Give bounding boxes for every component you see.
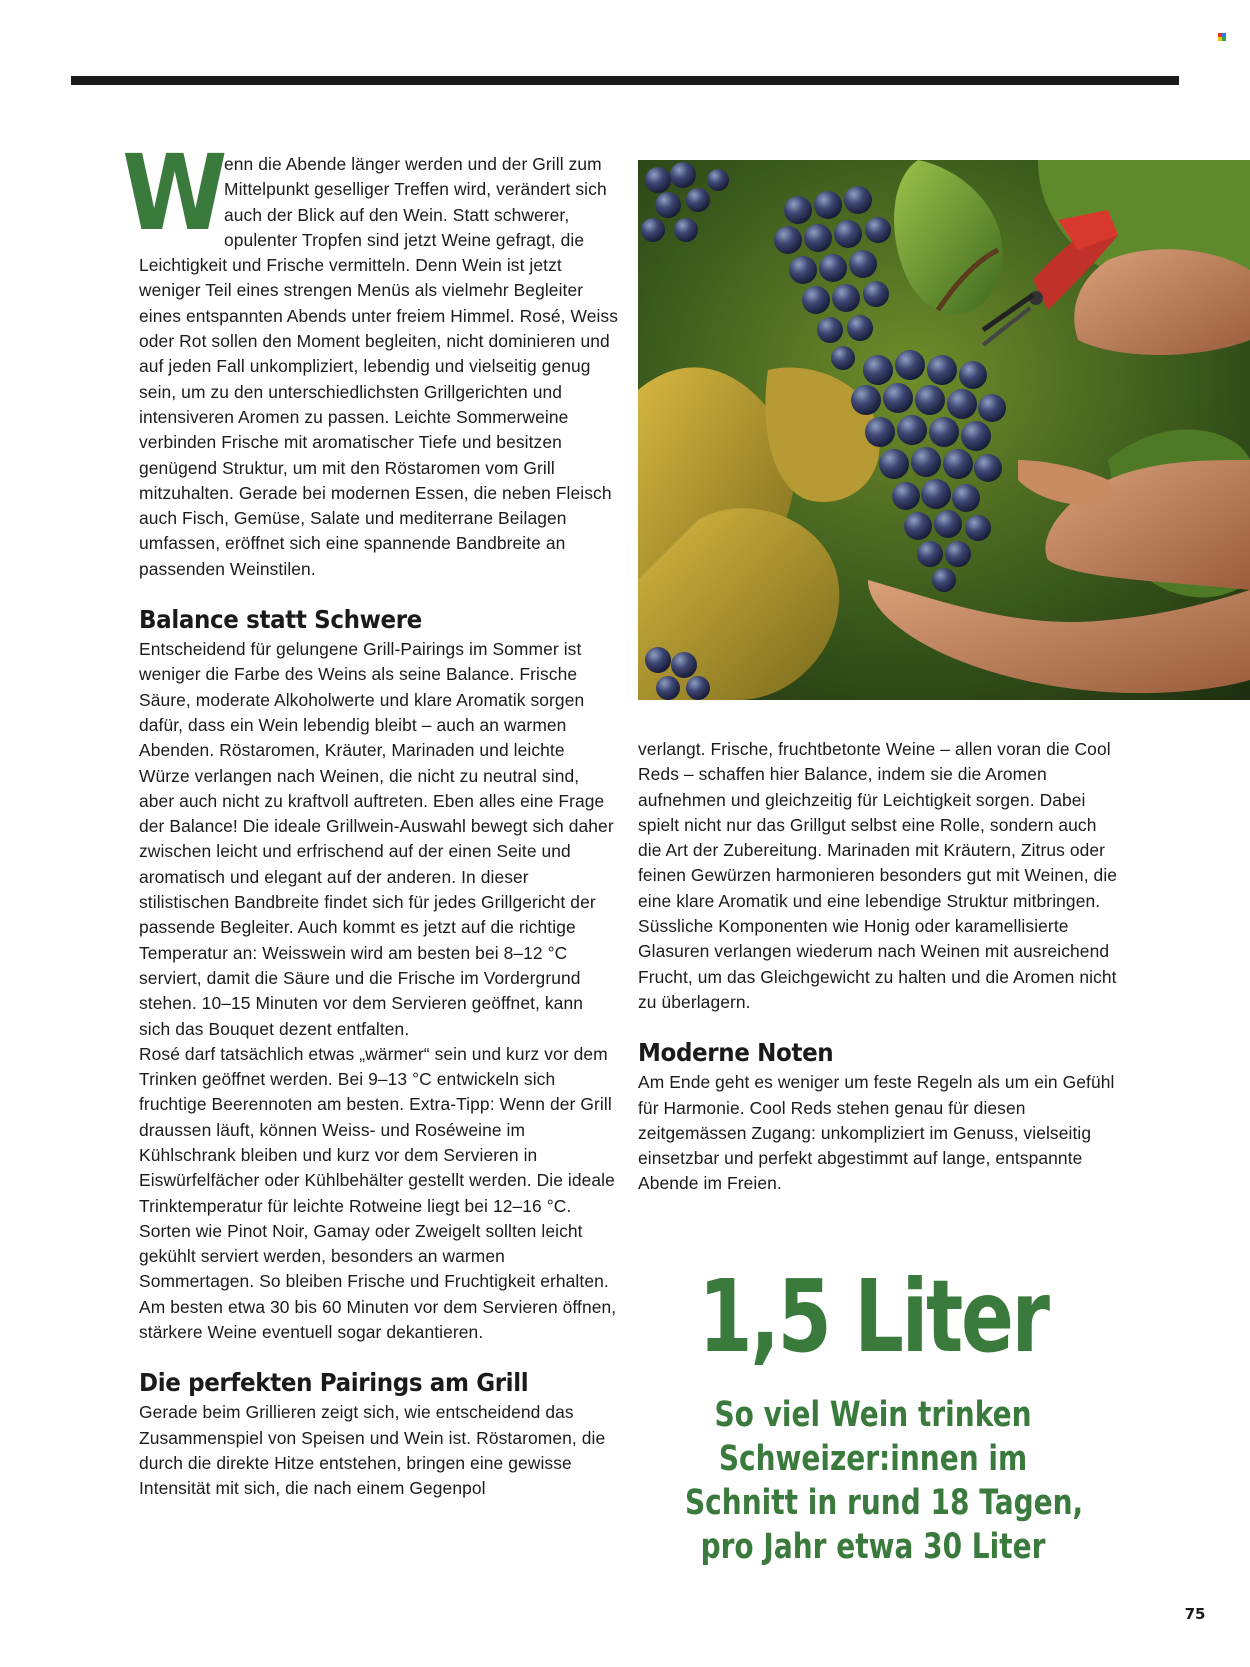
moderne-noten-paragraph: Am Ende geht es weniger um feste Regeln als um ein Gefühl für Harmonie. Cool Reds stehen genau für diesen zeitgemässen Zugang: unkompliziert im Genuss, vielseitig einsetzbar und perfekt abgestimmt auf lange, entspannte Abende im Freien. bbox=[638, 1072, 1115, 1194]
intro-paragraph bbox=[122, 132, 619, 582]
fact-line: Schweizer:innen im bbox=[718, 1439, 1028, 1479]
fact-text bbox=[638, 1393, 1108, 1569]
right-column bbox=[638, 737, 1118, 1197]
fact-number: 1,5 Liter bbox=[698, 1258, 1048, 1375]
grape-harvest-photo bbox=[638, 160, 1250, 700]
left-column bbox=[122, 132, 619, 1502]
print-registration-mark bbox=[1218, 33, 1226, 41]
drop-cap: W bbox=[122, 132, 228, 254]
pairings-paragraph-continued: verlangt. Frische, fruchtbetonte Weine – allen voran die Cool Reds – schaffen hier Balance, indem sie die Aromen aufnehmen und gleichzeitig für Leichtigkeit sorgen. Dabei spielt nicht nur das Grillgut selbst eine Rolle, sondern auch die Art der Zubereitung. Marinaden mit Kräutern, Zitrus oder feinen Gewürzen harmonieren besonders gut mit Weinen, die eine klare Aromatik und eine lebendige Struktur mitbringen. Süssliche Komponenten wie Honig oder karamellisierte Glasuren verlangen wiederum nach Weinen mit ausreichend Frucht, um das Gleichgewicht zu halten und die Aromen nicht zu überlagern. bbox=[638, 739, 1118, 1012]
fact-line: Schnitt in rund 18 Tagen, bbox=[685, 1483, 1084, 1523]
balance-paragraph-1: Entscheidend für gelungene Grill-Pairings im Sommer ist weniger die Farbe des Weins als seine Balance. Frische Säure, moderate Alkoholwerte und klare Aromatik sorgen dafür, dass ein Wein lebendig bleibt – auch an warmen Abenden. Röstaromen, Kräuter, Marinaden und leichte Würze verlangen nach Weinen, die nicht zu neutral sind, aber auch nicht zu kraftvoll auftreten. Eben alles eine Frage der Balance! Die ideale Grillwein-Auswahl bewegt sich daher zwischen leicht und erfrischend auf der einen Seite und aromatisch und elegant auf der anderen. In dieser stilistischen Bandbreite findet sich für jedes Grillgericht der passende Begleiter. Auch kommt es jetzt auf die richtige Temperatur an: Weisswein wird am besten bei 8–12 °C serviert, damit die Säure und die Frische im Vordergrund stehen. 10–15 Minuten vor dem Servieren geöffnet, kann sich das Bouquet dezent entfalten. bbox=[139, 639, 614, 1039]
top-rule bbox=[71, 76, 1179, 85]
heading-moderne-noten: Moderne Noten bbox=[638, 1038, 834, 1068]
pairings-paragraph-start: Gerade beim Grillieren zeigt sich, wie entscheidend das Zusammenspiel von Speisen und Wein ist. Röstaromen, die durch die direkte Hitze entstehen, bringen eine gewisse Intensität mit sich, die nach einem Gegenpol bbox=[139, 1402, 606, 1499]
fact-line: So viel Wein trinken bbox=[714, 1395, 1032, 1435]
heading-pairings: Die perfekten Pairings am Grill bbox=[139, 1368, 529, 1398]
page-number: 75 bbox=[1184, 1605, 1206, 1623]
heading-balance: Balance statt Schwere bbox=[139, 605, 422, 635]
fact-line: pro Jahr etwa 30 Liter bbox=[700, 1527, 1046, 1567]
balance-paragraph-2: Rosé darf tatsächlich etwas „wärmer“ sein und kurz vor dem Trinken geöffnet werden. Bei 9–13 °C entwickeln sich fruchtige Beerennoten am besten. Extra-Tipp: Wenn der Grill draussen läuft, können Weiss- und Roséweine im Kühlschrank bleiben und kurz vor dem Servieren in Eiswürfelfächer oder Kühlbehälter gestellt werden. Die ideale Trinktemperatur für leichte Rotweine liegt bei 12–16 °C. Sorten wie Pinot Noir, Gamay oder Zweigelt sollten leicht gekühlt serviert werden, besonders an warmen Sommertagen. So bleiben Frische und Fruchtigkeit erhalten. Am besten etwa 30 bis 60 Minuten vor dem Servieren öffnen, stärkere Weine eventuell sogar dekantieren. bbox=[139, 1043, 617, 1343]
intro-text: enn die Abende länger werden und der Grill zum Mittelpunkt geselliger Treffen wird, verändert sich auch der Blick auf den Wein. Statt schwerer, opulenter Tropfen sind jetzt Weine gefragt, die Leichtigkeit und Frische vermitteln. Denn Wein ist jetzt weniger Teil eines strengen Menüs als vielmehr Begleiter eines entspannten Abends unter freiem Himmel. Rosé, Weiss oder Rot sollen den Moment begleiten, nicht dominieren und auf jeden Fall unkompliziert, lebendig und vielseitig genug sein, um zu den unterschiedlichsten Grillgerichten und intensiveren Aromen zu passen. Leichte Sommerweine verbinden Frische mit aromatischer Tiefe und besitzen genügend Struktur, um mit den Röstaromen vom Grill mitzuhalten. Gerade bei modernen Essen, die neben Fleisch auch Fisch, Gemüse, Salate und mediterrane Beilagen umfassen, eröffnet sich eine spannende Bandbreite an passenden Weinstilen. bbox=[139, 154, 619, 579]
